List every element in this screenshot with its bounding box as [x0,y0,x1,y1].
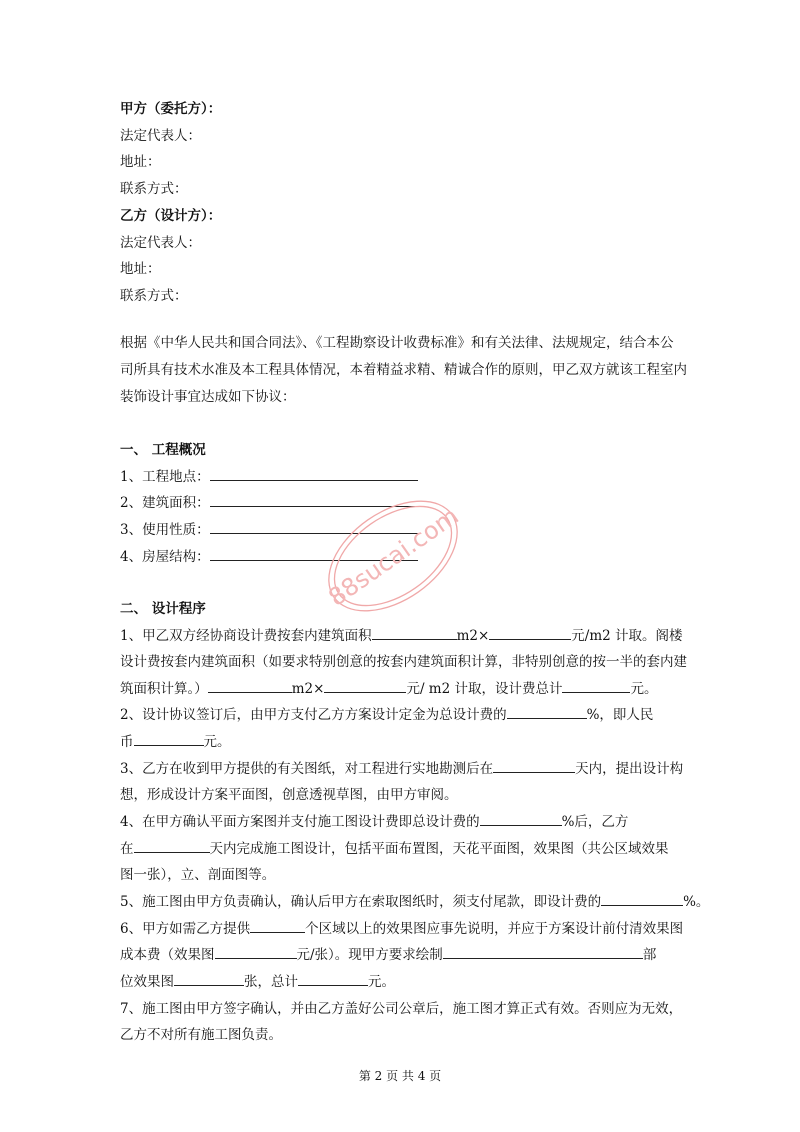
text: 元/张）。现甲方要求绘制 [296,947,443,963]
blank-line [601,893,683,906]
blank-line [134,840,210,853]
text: %，即人民 [586,707,654,723]
text: 天内完成施工图设计，包括平面布置图，天花平面图，效果图（共公区域效果 [209,841,669,857]
blank-line [493,760,575,773]
clause-4-line-3: 图一张），立、剖面图等。 [120,867,276,883]
text: 5、施工图由甲方负责确认，确认后甲方在索取图纸时，须支付尾款，即设计费的 [120,894,602,910]
text: 元。 [203,734,231,750]
field-label: 3、使用性质： [120,522,210,538]
text: %后，乙方 [561,814,629,830]
project-location-row [120,465,418,485]
clause-5 [120,890,709,910]
blank-line [215,946,297,959]
text: 1、甲乙双方经协商设计费按套内建筑面积 [120,628,372,644]
field-label: 4、房屋结构： [120,549,210,565]
party-a-address: 地址： [120,154,161,170]
clause-6-line-3 [120,970,395,990]
text: 元。 [368,974,395,990]
building-area-row [120,491,418,511]
text: 3、乙方在收到甲方提供的有关图纸，对工程进行实地勘测后在 [120,761,494,777]
text: 天内，提出设计构 [575,761,684,777]
blank-line [210,548,418,561]
blank-line [443,946,643,959]
clause-3-line-2: 想，形成设计方案平面图，创意透视草图，由甲方审阅。 [120,787,458,803]
party-b-title: 乙方（设计方）： [120,208,222,224]
text: 成本费（效果图 [120,947,215,963]
clause-1-line-1 [120,624,683,644]
clause-1-line-3 [120,677,657,697]
text: %。 [683,894,710,910]
section-2-title: 二、 设计程序 [120,601,206,617]
blank-line [324,680,406,693]
text: 2、设计协议签订后，由甲方支付乙方方案设计定金为总设计费的 [120,707,507,723]
clause-4-line-1 [120,810,628,830]
text: 元/ m2 计取，设计费总计 [406,681,563,697]
blank-line [210,468,418,481]
text: 元/m2 计取。阁楼 [571,628,683,644]
blank-line [174,973,244,986]
text: 个区域以上的效果图应事先说明，并应于方案设计前付清效果图 [305,921,684,937]
blank-line [507,706,587,719]
intro-line: 装饰设计事宜达成如下协议： [120,389,296,405]
clause-2-line-2 [120,730,231,750]
party-b-contact: 联系方式： [120,288,188,304]
page-number: 第 2 页 共 4 页 [358,1069,442,1083]
text: 币 [120,734,134,750]
clause-4-line-2 [120,837,669,857]
house-structure-row [120,545,418,565]
text: 位效果图 [120,974,174,990]
text: 张，总计 [244,974,298,990]
party-b-rep: 法定代表人： [120,235,201,251]
text: m2× [456,628,490,644]
watermark-text: 88sucai.com [323,501,464,612]
text: 部 [642,947,657,963]
text: 在 [120,841,134,857]
blank-line [298,973,368,986]
blank-line [210,494,418,507]
clause-3-line-1 [120,757,683,777]
clause-1-line-2: 设计费按套内建筑面积（如要求特别创意的按套内建筑面积计算，非特别创意的按一半的套内建 [120,654,687,670]
blank-line [208,680,292,693]
blank-line [250,920,305,933]
party-b-address: 地址： [120,261,161,277]
blank-line [562,680,630,693]
field-label: 2、建筑面积： [120,495,210,511]
blank-line [372,627,457,640]
text: m2× [291,681,325,697]
blank-line [134,733,204,746]
text: 元。 [630,681,658,697]
party-a-rep: 法定代表人： [120,128,201,144]
intro-line: 根据《中华人民共和国合同法》、《工程勘察设计收费标准》和有关法律、法规规定，结合本公 [120,335,674,351]
blank-line [489,627,571,640]
clause-2-line-1 [120,703,653,723]
field-label: 1、工程地点： [120,469,210,485]
section-1-title: 一、 工程概况 [120,442,206,458]
party-a-contact: 联系方式： [120,181,188,197]
clause-6-line-2 [120,943,656,963]
text: 4、在甲方确认平面方案图并支付施工图设计费即总设计费的 [120,814,480,830]
blank-line [480,813,562,826]
clause-7-line-2: 乙方不对所有施工图负责。 [120,1027,282,1043]
text: 筑面积计算。） [120,681,208,697]
blank-line [210,521,418,534]
intro-line: 司所具有技术水准及本工程具体情况，本着精益求精、精诚合作的原则，甲乙双方就该工程室内 [120,362,687,378]
text: 6、甲方如需乙方提供 [120,921,251,937]
usage-row [120,518,418,538]
party-a-title: 甲方（委托方）： [120,101,222,117]
clause-7-line-1: 7、施工图由甲方签字确认，并由乙方盖好公司公章后，施工图才算正式有效。否则应为无效， [120,1001,683,1017]
clause-6-line-1 [120,917,683,937]
